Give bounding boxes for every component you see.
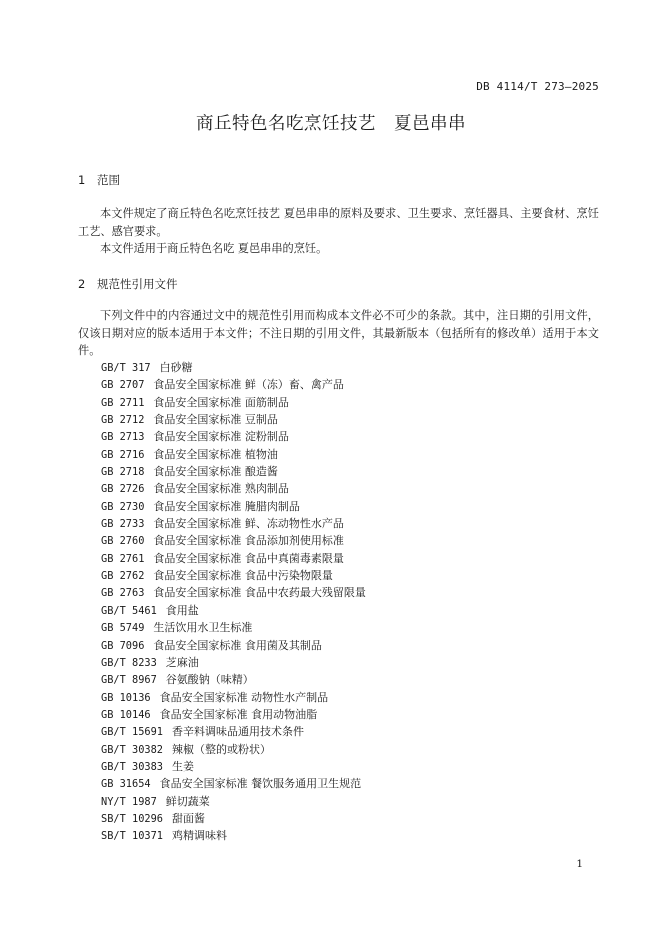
reference-item (101, 758, 366, 775)
reference-code: SB/T 10296 (101, 812, 163, 825)
reference-code: NY/T 1987 (101, 795, 157, 808)
reference-item (101, 567, 366, 584)
page-number: 1 (576, 858, 583, 870)
reference-item (101, 446, 366, 463)
reference-title: 食品安全国家标准 餐饮服务通用卫生规范 (159, 777, 362, 791)
reference-item (101, 741, 366, 758)
section-number: 2 (78, 277, 86, 291)
document-title: 商丘特色名吃烹饪技艺 夏邑串串 (196, 114, 466, 134)
reference-item (101, 671, 366, 688)
reference-code: GB 2730 (101, 500, 145, 513)
reference-code: GB/T 317 (101, 362, 151, 374)
reference-item (101, 359, 366, 376)
reference-title: 食品安全国家标准 食用动物油脂 (159, 707, 318, 721)
reference-item (101, 637, 366, 654)
reference-item (101, 810, 366, 827)
reference-title: 生姜 (172, 759, 194, 773)
reference-code: GB 5749 (101, 622, 145, 635)
reference-title: 食品安全国家标准 食品中污染物限量 (153, 569, 333, 583)
reference-item (101, 602, 366, 619)
reference-title: 鸡精调味料 (172, 829, 227, 843)
reference-code: GB/T 5461 (101, 604, 157, 617)
reference-item (101, 550, 366, 567)
reference-title: 食品安全国家标准 酿造酱 (153, 465, 278, 479)
reference-code: GB 2712 (101, 414, 145, 427)
reference-code: GB 2707 (101, 379, 145, 392)
reference-code: GB 31654 (101, 778, 151, 791)
reference-title: 甜面酱 (172, 811, 205, 825)
reference-list (101, 359, 366, 845)
reference-code: GB 10136 (101, 691, 151, 704)
reference-title: 食品安全国家标准 食品中真菌毒素限量 (153, 551, 344, 565)
normative-references-paragraph: 下列文件中的内容通过文中的规范性引用而构成本文件必不可少的条款。其中，注日期的引用文件，仅该日期对应的版本适用于本文件；不注日期的引用文件，其最新版本（包括所有的修改单）适用于本文件。 (78, 309, 599, 358)
reference-title: 芝麻油 (165, 655, 199, 669)
reference-code: GB/T 15691 (101, 726, 163, 739)
reference-code: GB/T 8233 (101, 656, 157, 669)
reference-title: 食品安全国家标准 面筋制品 (153, 395, 289, 409)
reference-code: GB 2711 (101, 396, 145, 409)
reference-item (101, 463, 366, 480)
reference-item (101, 498, 366, 515)
reference-code: GB 2713 (101, 431, 145, 444)
reference-title: 食品安全国家标准 淀粉制品 (153, 430, 289, 444)
reference-code: GB 2733 (101, 518, 145, 531)
reference-item (101, 723, 366, 740)
reference-item (101, 619, 366, 636)
reference-code: GB 2762 (101, 570, 145, 583)
reference-title: 食品安全国家标准 食用菌及其制品 (153, 638, 322, 652)
reference-title: 香辛料调味品通用技术条件 (172, 725, 304, 739)
reference-title: 食品安全国家标准 鲜、冻动物性水产品 (153, 517, 344, 531)
reference-code: GB/T 8967 (101, 674, 157, 687)
reference-title: 食品安全国家标准 腌腊肉制品 (153, 499, 300, 513)
reference-item (101, 689, 366, 706)
reference-code: GB 2726 (101, 483, 145, 496)
standard-code: DB 4114/T 273—2025 (476, 80, 599, 93)
section-title: 规范性引用文件 (97, 277, 178, 291)
reference-code: GB 2763 (101, 587, 145, 600)
reference-title: 食品安全国家标准 食品中农药最大残留限量 (153, 586, 366, 600)
reference-code: GB 2718 (101, 466, 145, 479)
section-2-heading (78, 276, 178, 292)
reference-title: 鲜切蔬菜 (165, 794, 210, 808)
reference-item (101, 706, 366, 723)
section-title: 范围 (97, 173, 120, 187)
reference-item (101, 428, 366, 445)
reference-item (101, 411, 366, 428)
reference-item (101, 376, 366, 393)
reference-code: GB 2716 (101, 448, 145, 461)
reference-code: GB 7096 (101, 639, 145, 652)
reference-item (101, 394, 366, 411)
reference-item (101, 654, 366, 671)
reference-item (101, 532, 366, 549)
reference-code: GB 2760 (101, 535, 145, 548)
section-number: 1 (78, 173, 86, 187)
reference-code: GB/T 30382 (101, 743, 163, 756)
reference-item (101, 515, 366, 532)
reference-title: 白砂糖 (159, 361, 193, 374)
reference-item (101, 827, 366, 844)
reference-title: 食品安全国家标准 动物性水产制品 (159, 690, 329, 704)
scope-paragraph-2: 本文件适用于商丘特色名吃 夏邑串串的烹饪。 (100, 242, 328, 255)
reference-title: 食品安全国家标准 鲜（冻）畜、禽产品 (153, 378, 344, 392)
scope-paragraph-1: 本文件规定了商丘特色名吃烹饪技艺 夏邑串串的原料及要求、卫生要求、烹饪器具、主要食材、烹饪工艺、感官要求。 (78, 207, 599, 238)
reference-title: 谷氨酸钠（味精） (165, 673, 254, 687)
reference-title: 食品安全国家标准 熟肉制品 (153, 482, 289, 496)
reference-title: 食品安全国家标准 豆制品 (153, 413, 278, 427)
reference-item (101, 480, 366, 497)
reference-title: 生活饮用水卫生标准 (153, 621, 253, 635)
reference-item (101, 584, 366, 601)
reference-title: 食品安全国家标准 食品添加剂使用标准 (153, 534, 344, 548)
reference-item (101, 775, 366, 792)
reference-code: GB/T 30383 (101, 760, 163, 773)
reference-title: 辣椒（整的或粉状） (172, 742, 271, 756)
reference-title: 食用盐 (165, 603, 199, 617)
reference-title: 食品安全国家标准 植物油 (153, 447, 278, 461)
reference-code: SB/T 10371 (101, 830, 163, 843)
reference-code: GB 2761 (101, 552, 145, 565)
reference-item (101, 793, 366, 810)
reference-code: GB 10146 (101, 708, 151, 721)
section-1-heading (78, 172, 120, 188)
